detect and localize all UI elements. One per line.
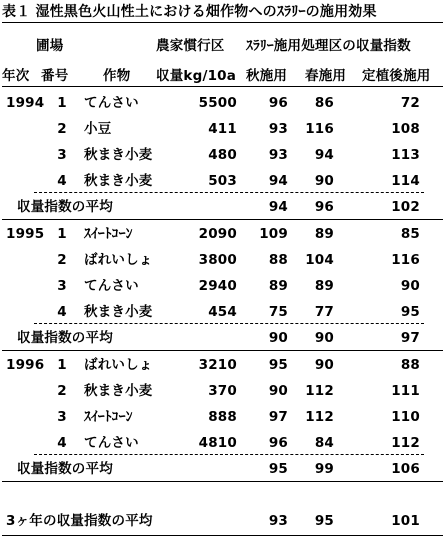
header-farm-practice: 農家慣行区: [156, 38, 225, 54]
after-planting-index-cell: 95: [400, 304, 420, 320]
spring-index-cell: 112: [305, 409, 334, 425]
header-crop: 作物: [103, 68, 131, 84]
autumn-index-cell: 93: [268, 147, 288, 163]
group-rule: [2, 481, 443, 482]
yield-cell: 3800: [198, 252, 237, 268]
avg-spring-cell: 90: [314, 330, 334, 346]
row-number-cell: 4: [57, 173, 67, 189]
row-number-cell: 1: [57, 357, 67, 373]
header-rule: [2, 86, 443, 87]
avg-after-planting-cell: 102: [391, 199, 420, 215]
crop-cell: 小豆: [84, 121, 112, 137]
group-average-label: 収量指数の平均: [17, 330, 113, 346]
row-number-cell: 3: [57, 278, 67, 294]
crop-cell: てんさい: [84, 435, 139, 451]
avg-autumn-cell: 90: [268, 330, 288, 346]
after-planting-index-cell: 110: [391, 409, 420, 425]
crop-cell: ｽｲｰﾄｺｰﾝ: [84, 409, 133, 425]
yield-cell: 888: [208, 409, 237, 425]
crop-cell: ばれいしょ: [84, 357, 153, 373]
spring-index-cell: 77: [314, 304, 334, 320]
yield-cell: 411: [208, 121, 237, 137]
spring-index-cell: 94: [314, 147, 334, 163]
group-average-label: 収量指数の平均: [17, 199, 113, 215]
after-planting-index-cell: 113: [391, 147, 420, 163]
avg-spring-cell: 96: [314, 199, 334, 215]
group-dashed-rule: [34, 454, 424, 455]
autumn-index-cell: 93: [268, 121, 288, 137]
row-number-cell: 2: [57, 252, 67, 268]
yield-cell: 503: [208, 173, 237, 189]
spring-index-cell: 90: [314, 173, 334, 189]
crop-cell: てんさい: [84, 95, 139, 111]
crop-cell: ばれいしょ: [84, 252, 153, 268]
avg-spring-cell: 99: [314, 461, 334, 477]
crop-cell: てんさい: [84, 278, 139, 294]
yield-cell: 2090: [198, 226, 237, 242]
after-planting-index-cell: 116: [391, 252, 420, 268]
avg-after-planting-cell: 106: [391, 461, 420, 477]
overall-autumn-cell: 93: [268, 513, 288, 529]
row-number-cell: 1: [57, 95, 67, 111]
autumn-index-cell: 75: [268, 304, 288, 320]
crop-cell: 秋まき小麦: [84, 147, 153, 163]
autumn-index-cell: 95: [268, 357, 288, 373]
row-number-cell: 4: [57, 304, 67, 320]
autumn-index-cell: 90: [268, 383, 288, 399]
group-dashed-rule: [34, 323, 424, 324]
header-yield: 収量kg/10a: [156, 68, 237, 84]
row-number-cell: 3: [57, 147, 67, 163]
after-planting-index-cell: 90: [400, 278, 420, 294]
autumn-index-cell: 109: [259, 226, 288, 242]
yield-cell: 4810: [198, 435, 237, 451]
after-planting-index-cell: 112: [391, 435, 420, 451]
row-number-cell: 3: [57, 409, 67, 425]
row-number-cell: 1: [57, 226, 67, 242]
bottom-rule: [2, 535, 443, 536]
overall-after-planting-cell: 101: [391, 513, 420, 529]
after-planting-index-cell: 85: [400, 226, 420, 242]
crop-cell: 秋まき小麦: [84, 304, 153, 320]
spring-index-cell: 86: [314, 95, 334, 111]
spring-index-cell: 112: [305, 383, 334, 399]
yield-cell: 5500: [198, 95, 237, 111]
table-title: 表１ 湿性黒色火山性土における畑作物へのｽﾗﾘｰの施用効果: [2, 4, 377, 20]
row-number-cell: 2: [57, 383, 67, 399]
title-underline: [2, 22, 443, 23]
header-field: 圃場: [36, 38, 64, 54]
autumn-index-cell: 89: [268, 278, 288, 294]
spring-index-cell: 104: [305, 252, 334, 268]
yield-cell: 370: [208, 383, 237, 399]
yield-cell: 2940: [198, 278, 237, 294]
spring-index-cell: 89: [314, 278, 334, 294]
spring-index-cell: 84: [314, 435, 334, 451]
after-planting-index-cell: 72: [400, 95, 420, 111]
avg-autumn-cell: 94: [268, 199, 288, 215]
header-slurry-index: ｽﾗﾘｰ施用処理区の収量指数: [246, 38, 411, 54]
year-cell: 1995: [6, 226, 45, 242]
autumn-index-cell: 97: [268, 409, 288, 425]
row-number-cell: 4: [57, 435, 67, 451]
autumn-index-cell: 88: [268, 252, 288, 268]
autumn-index-cell: 94: [268, 173, 288, 189]
spring-index-cell: 89: [314, 226, 334, 242]
avg-after-planting-cell: 97: [400, 330, 420, 346]
overall-spring-cell: 95: [314, 513, 334, 529]
crop-cell: 秋まき小麦: [84, 173, 153, 189]
row-number-cell: 2: [57, 121, 67, 137]
yield-cell: 480: [208, 147, 237, 163]
after-planting-index-cell: 111: [391, 383, 420, 399]
avg-autumn-cell: 95: [268, 461, 288, 477]
header-number: 番号: [41, 68, 69, 84]
yield-cell: 454: [208, 304, 237, 320]
header-after-planting: 定植後施用: [362, 68, 431, 84]
crop-cell: 秋まき小麦: [84, 383, 153, 399]
year-cell: 1994: [6, 95, 45, 111]
group-rule: [2, 350, 443, 351]
after-planting-index-cell: 114: [391, 173, 420, 189]
header-autumn: 秋施用: [246, 68, 288, 84]
spring-index-cell: 90: [314, 357, 334, 373]
yield-cell: 3210: [198, 357, 237, 373]
year-cell: 1996: [6, 357, 45, 373]
after-planting-index-cell: 108: [391, 121, 420, 137]
spring-index-cell: 116: [305, 121, 334, 137]
header-spring: 春施用: [305, 68, 347, 84]
crop-cell: ｽｲｰﾄｺｰﾝ: [84, 226, 133, 242]
autumn-index-cell: 96: [268, 95, 288, 111]
after-planting-index-cell: 88: [400, 357, 420, 373]
header-year: 年次: [2, 68, 30, 84]
group-rule: [2, 219, 443, 220]
group-dashed-rule: [34, 192, 424, 193]
group-average-label: 収量指数の平均: [17, 461, 113, 477]
overall-average-label: 3ヶ年の収量指数の平均: [6, 513, 153, 529]
autumn-index-cell: 96: [268, 435, 288, 451]
